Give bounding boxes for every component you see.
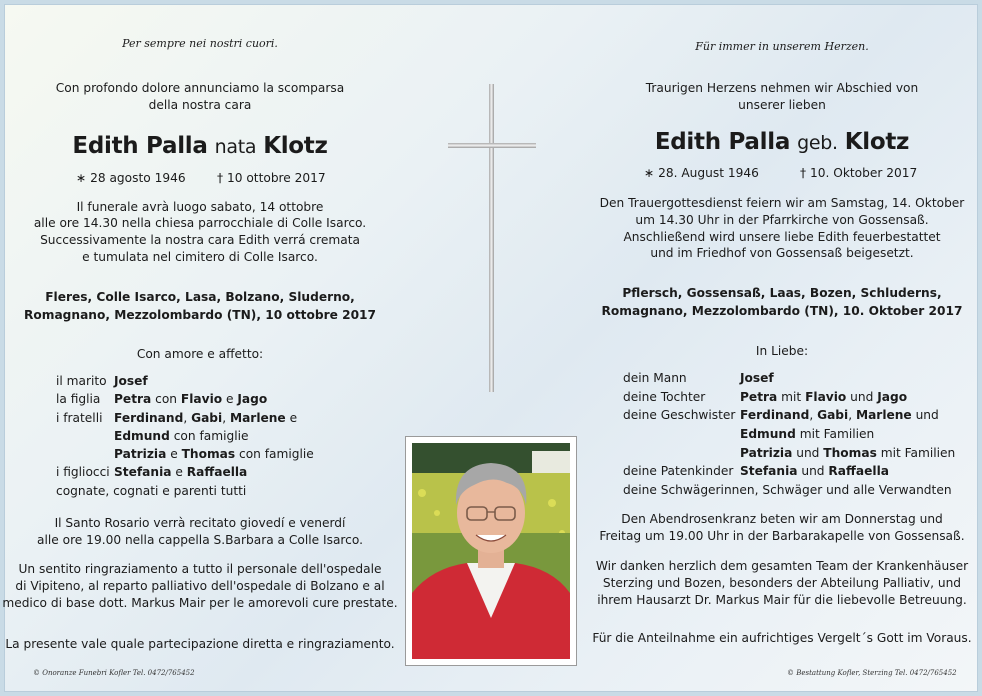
family-joiner: con famiglie	[235, 447, 314, 462]
italian-funeral-2: alle ore 14.30 nella chiesa parrocchiale di Colle Isarco.	[33, 216, 367, 230]
family-row	[56, 372, 314, 390]
italian-name-mid: nata	[214, 136, 257, 158]
family-name: Petra	[114, 392, 152, 407]
family-label: dein Mann	[623, 371, 687, 385]
italian-family-list	[56, 372, 314, 500]
italian-rosary-2: alle ore 19.00 nella cappella S.Barbara a Colle Isarco.	[37, 533, 363, 547]
german-footer: © Bestattung Kofler, Sterzing Tel. 0472/765452	[787, 669, 957, 677]
family-row	[623, 406, 955, 425]
italian-motto: Per sempre nei nostri cuori.	[122, 37, 278, 50]
family-name: Gabi	[191, 410, 223, 425]
german-birth-date: ∗ 28. August 1946	[644, 166, 759, 180]
family-row	[56, 390, 314, 408]
family-row	[56, 445, 314, 463]
family-row	[56, 427, 314, 445]
family-name: Jago	[237, 392, 268, 407]
family-name: Stefania	[740, 464, 798, 479]
german-thanks-3: ihrem Hausarzt Dr. Markus Mair für die liebevolle Betreuung.	[597, 593, 967, 607]
family-joiner: und	[911, 408, 939, 423]
family-name: Marlene	[855, 408, 912, 423]
family-name: Petra	[740, 389, 778, 404]
german-deceased-name	[582, 129, 982, 155]
german-thanks-1: Wir danken herzlich dem gesamten Team der Krankenhäuser	[595, 559, 969, 573]
family-joiner: e	[166, 447, 182, 462]
family-label: i figliocci	[56, 465, 110, 480]
family-name: Jago	[877, 389, 908, 404]
family-joiner: e	[222, 392, 238, 407]
german-love-heading: In Liebe:	[755, 344, 809, 358]
family-label: deine Patenkinder	[623, 464, 734, 479]
family-joiner: ,	[848, 408, 856, 423]
family-name: Patrizia	[740, 445, 793, 460]
family-name: Stefania	[114, 465, 172, 480]
family-joiner: ,	[222, 410, 230, 425]
family-row	[56, 463, 314, 481]
family-name: Edmund	[114, 428, 170, 443]
family-joiner: mit	[777, 389, 806, 404]
italian-places-1: Fleres, Colle Isarco, Lasa, Bolzano, Sluderno,	[45, 290, 355, 304]
italian-footer: © Onoranze Funebri Kofler Tel. 0472/765452	[33, 669, 195, 677]
family-name: Flavio	[180, 392, 223, 407]
italian-funeral-3: Successivamente la nostra cara Edith verrá cremata	[40, 233, 360, 247]
family-joiner: und	[792, 445, 824, 460]
italian-thanks-2: di Vipiteno, al reparto palliativo dell'ospedale di Bolzano e al	[15, 579, 385, 593]
german-places-2: Romagnano, Mezzolombardo (TN), 10. Oktober 2017	[601, 304, 963, 318]
italian-places-2: Romagnano, Mezzolombardo (TN), 10 ottobre 2017	[23, 308, 377, 322]
family-joiner: mit Familien	[876, 445, 956, 460]
family-row	[623, 425, 955, 444]
italian-thanks-1: Un sentito ringraziamento a tutto il personale dell'ospedale	[18, 562, 382, 576]
family-row	[623, 388, 955, 407]
italian-deceased-name	[0, 133, 400, 159]
family-row	[56, 482, 314, 500]
family-joiner: e	[171, 465, 187, 480]
family-relatives: deine Schwägerinnen, Schwäger und alle Verwandten	[623, 483, 952, 498]
family-label: deine Tochter	[623, 389, 706, 404]
family-name: Josef	[114, 374, 148, 388]
german-funeral-3: Anschließend wird unsere liebe Edith feuerbestattet	[623, 230, 941, 244]
family-joiner: und	[846, 389, 878, 404]
german-rosary-1: Den Abendrosenkranz beten wir am Donnerstag und	[621, 512, 943, 526]
german-motto: Für immer in unserem Herzen.	[695, 40, 869, 53]
family-name: Gabi	[817, 408, 849, 423]
italian-rosary-1: Il Santo Rosario verrà recitato giovedí e venerdí	[54, 516, 346, 530]
german-intro-1: Traurigen Herzens nehmen wir Abschied von	[645, 81, 919, 95]
italian-funeral-4: e tumulata nel cimitero di Colle Isarco.	[82, 250, 318, 264]
family-joiner: mit Familien	[795, 427, 875, 442]
family-name: Flavio	[805, 389, 847, 404]
family-joiner: ,	[183, 410, 192, 425]
german-thanks-2: Sterzing und Bozen, besonders der Abteilung Palliativ, und	[602, 576, 962, 590]
family-row	[623, 481, 955, 500]
family-name: Josef	[740, 371, 774, 385]
family-name: Thomas	[823, 445, 877, 460]
german-funeral-4: und im Friedhof von Gossensaß beigesetzt.	[650, 246, 914, 260]
german-funeral-2: um 14.30 Uhr in der Pfarrkirche von Gossensaß.	[635, 213, 929, 227]
german-intro-2: unserer lieben	[738, 98, 826, 112]
family-name: Marlene	[229, 410, 286, 425]
portrait-photo	[412, 443, 570, 659]
italian-intro-2: della nostra cara	[148, 98, 252, 112]
family-joiner: ,	[809, 408, 818, 423]
family-label: i fratelli	[56, 410, 103, 425]
german-rosary-2: Freitag um 19.00 Uhr in der Barbarakapelle von Gossensaß.	[599, 529, 965, 543]
italian-birth-date: ∗ 28 agosto 1946	[76, 171, 186, 185]
italian-name-last: Klotz	[263, 133, 328, 159]
german-funeral-1: Den Trauergottesdienst feiern wir am Samstag, 14. Oktober	[599, 196, 965, 210]
family-row	[623, 462, 955, 481]
family-row	[623, 369, 955, 388]
family-relatives: cognate, cognati e parenti tutti	[56, 483, 247, 498]
family-row	[623, 444, 955, 463]
family-name: Edmund	[740, 427, 796, 442]
family-row	[56, 409, 314, 427]
italian-closing: La presente vale quale partecipazione diretta e ringraziamento.	[5, 637, 395, 651]
italian-name-first: Edith Palla	[72, 133, 208, 159]
family-name: Thomas	[181, 447, 236, 462]
family-joiner: e	[285, 410, 298, 425]
italian-intro-1: Con profondo dolore annunciamo la scomparsa	[55, 81, 345, 95]
family-label: la figlia	[56, 392, 101, 407]
family-name: Raffaella	[186, 465, 248, 480]
family-label: il marito	[56, 374, 107, 388]
german-closing: Für die Anteilnahme ein aufrichtiges Vergelt´s Gott im Voraus.	[592, 631, 972, 645]
italian-love-heading: Con amore e affetto:	[136, 347, 264, 361]
german-name-mid: geb.	[797, 132, 838, 154]
german-family-list	[623, 369, 955, 500]
italian-death-date: † 10 ottobre 2017	[217, 171, 326, 185]
family-name: Raffaella	[828, 464, 889, 479]
german-death-date: † 10. Oktober 2017	[800, 166, 918, 180]
family-joiner: con famiglie	[169, 428, 249, 443]
german-places-1: Pflersch, Gossensaß, Laas, Bozen, Schluderns,	[622, 286, 942, 300]
family-joiner: con	[151, 392, 181, 407]
italian-thanks-3: medico di base dott. Markus Mair per le amorevoli cure prestate.	[2, 596, 398, 610]
family-name: Ferdinand	[114, 410, 184, 425]
portrait-frame	[405, 436, 577, 666]
family-name: Ferdinand	[740, 408, 810, 423]
family-joiner: und	[797, 464, 829, 479]
family-name: Patrizia	[114, 447, 167, 462]
family-label: deine Geschwister	[623, 408, 736, 423]
german-name-first: Edith Palla	[654, 129, 791, 155]
italian-funeral-1: Il funerale avrà luogo sabato, 14 ottobre	[76, 200, 324, 214]
german-name-last: Klotz	[844, 129, 910, 155]
